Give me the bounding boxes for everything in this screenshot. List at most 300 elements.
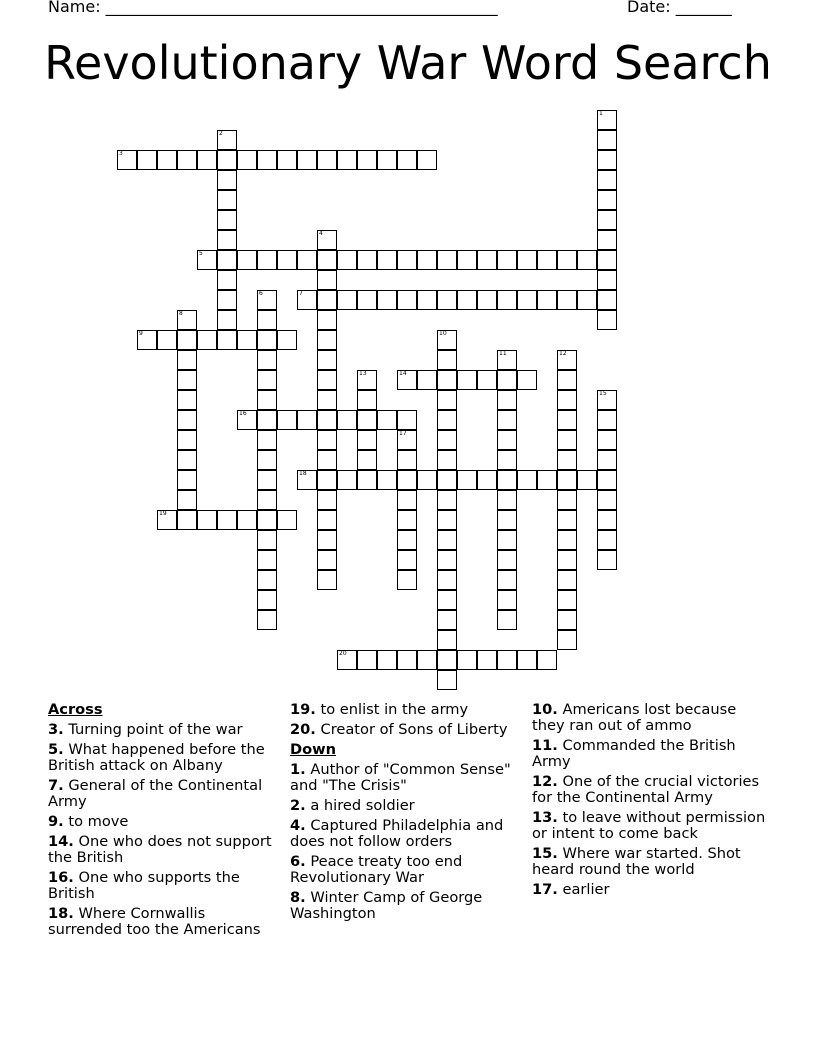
clue-across-18 [48, 906, 283, 938]
grid-cell[interactable] [277, 410, 297, 430]
grid-cell[interactable] [437, 390, 457, 410]
clue-across-16 [48, 870, 283, 902]
grid-cell[interactable] [497, 430, 517, 450]
grid-cell[interactable] [337, 290, 357, 310]
clue-text: Captured Philadelphia and does not follow orders [290, 817, 504, 850]
cell-number: 7 [299, 290, 303, 297]
grid-cell[interactable] [597, 470, 617, 490]
grid-cell[interactable] [437, 450, 457, 470]
grid-cell[interactable] [477, 290, 497, 310]
grid-cell[interactable] [297, 290, 317, 310]
name-field-label[interactable]: Name: _________________________________________________ [48, 0, 498, 16]
clue-across-9 [48, 814, 283, 830]
clue-across-19 [290, 702, 526, 718]
grid-cell[interactable] [437, 590, 457, 610]
grid-cell[interactable] [177, 150, 197, 170]
grid-cell[interactable] [457, 250, 477, 270]
grid-cell[interactable] [377, 650, 397, 670]
cell-number: 13 [359, 370, 367, 377]
grid-cell[interactable] [397, 650, 417, 670]
grid-cell[interactable] [377, 290, 397, 310]
grid-cell[interactable] [257, 530, 277, 550]
grid-cell[interactable] [437, 650, 457, 670]
clue-text: to leave without permission or intent to come back [532, 809, 766, 842]
grid-cell[interactable] [257, 470, 277, 490]
grid-cell[interactable] [437, 490, 457, 510]
grid-cell[interactable] [557, 390, 577, 410]
clue-down-10 [532, 702, 768, 734]
clue-down-11 [532, 738, 768, 770]
grid-cell[interactable] [437, 630, 457, 650]
cell-number: 4 [319, 230, 323, 237]
grid-cell[interactable] [437, 410, 457, 430]
grid-cell[interactable] [497, 510, 517, 530]
page-title: Revolutionary War Word Search [44, 36, 772, 90]
grid-cell[interactable] [597, 530, 617, 550]
cell-number: 2 [219, 130, 223, 137]
grid-cell[interactable] [397, 410, 417, 430]
grid-cell[interactable] [397, 450, 417, 470]
grid-cell[interactable] [317, 230, 337, 250]
grid-cell[interactable] [497, 250, 517, 270]
grid-cell[interactable] [557, 450, 577, 470]
grid-cell[interactable] [257, 550, 277, 570]
clue-text: earlier [562, 881, 610, 898]
grid-cell[interactable] [257, 450, 277, 470]
grid-cell[interactable] [197, 250, 217, 270]
grid-cell[interactable] [477, 470, 497, 490]
grid-cell[interactable] [417, 150, 437, 170]
grid-cell[interactable] [437, 550, 457, 570]
grid-cell[interactable] [317, 570, 337, 590]
grid-cell[interactable] [457, 290, 477, 310]
grid-cell[interactable] [157, 510, 177, 530]
grid-cell[interactable] [177, 410, 197, 430]
clue-number: 4. [290, 817, 306, 834]
grid-cell[interactable] [337, 250, 357, 270]
cell-number: 17 [399, 430, 407, 437]
grid-cell[interactable] [217, 210, 237, 230]
grid-cell[interactable] [277, 150, 297, 170]
grid-cell[interactable] [457, 650, 477, 670]
clue-across-7 [48, 778, 283, 810]
grid-cell[interactable] [437, 350, 457, 370]
grid-cell[interactable] [597, 450, 617, 470]
grid-cell[interactable] [217, 130, 237, 150]
grid-cell[interactable] [177, 490, 197, 510]
clue-number: 14. [48, 833, 74, 850]
grid-cell[interactable] [357, 410, 377, 430]
clue-down-8 [290, 890, 526, 922]
grid-cell[interactable] [477, 650, 497, 670]
grid-cell[interactable] [517, 650, 537, 670]
grid-cell[interactable] [477, 370, 497, 390]
grid-cell[interactable] [317, 450, 337, 470]
crossword-grid [117, 110, 621, 694]
grid-cell[interactable] [557, 630, 577, 650]
grid-cell[interactable] [177, 330, 197, 350]
grid-cell[interactable] [477, 250, 497, 270]
grid-cell[interactable] [177, 310, 197, 330]
grid-cell[interactable] [437, 570, 457, 590]
clue-number: 2. [290, 797, 306, 814]
grid-cell[interactable] [177, 470, 197, 490]
grid-cell[interactable] [577, 250, 597, 270]
grid-cell[interactable] [337, 410, 357, 430]
grid-cell[interactable] [557, 530, 577, 550]
clue-number: 7. [48, 777, 64, 794]
grid-cell[interactable] [437, 610, 457, 630]
grid-cell[interactable] [217, 190, 237, 210]
grid-cell[interactable] [217, 170, 237, 190]
grid-cell[interactable] [597, 130, 617, 150]
grid-cell[interactable] [397, 570, 417, 590]
grid-cell[interactable] [297, 250, 317, 270]
grid-cell[interactable] [357, 390, 377, 410]
grid-cell[interactable] [317, 530, 337, 550]
grid-cell[interactable] [437, 370, 457, 390]
grid-cell[interactable] [557, 410, 577, 430]
grid-cell[interactable] [397, 250, 417, 270]
grid-cell[interactable] [597, 510, 617, 530]
cell-number: 5 [199, 250, 203, 257]
grid-cell[interactable] [337, 150, 357, 170]
header-line [48, 0, 768, 19]
grid-cell[interactable] [557, 370, 577, 390]
grid-cell[interactable] [497, 370, 517, 390]
clue-text: General of the Continental Army [48, 777, 263, 810]
grid-cell[interactable] [317, 270, 337, 290]
grid-cell[interactable] [497, 570, 517, 590]
grid-cell[interactable] [257, 330, 277, 350]
grid-cell[interactable] [497, 490, 517, 510]
grid-cell[interactable] [397, 470, 417, 490]
grid-cell[interactable] [297, 150, 317, 170]
grid-cell[interactable] [337, 470, 357, 490]
grid-cell[interactable] [497, 450, 517, 470]
grid-cell[interactable] [457, 370, 477, 390]
clue-text: Winter Camp of George Washington [290, 889, 483, 922]
grid-cell[interactable] [557, 550, 577, 570]
clue-number: 13. [532, 809, 558, 826]
grid-cell[interactable] [557, 570, 577, 590]
cell-number: 14 [399, 370, 407, 377]
grid-cell[interactable] [237, 150, 257, 170]
grid-cell[interactable] [357, 430, 377, 450]
grid-cell[interactable] [497, 650, 517, 670]
grid-cell[interactable] [217, 230, 237, 250]
grid-cell[interactable] [157, 330, 177, 350]
grid-cell[interactable] [357, 370, 377, 390]
grid-cell[interactable] [237, 250, 257, 270]
grid-cell[interactable] [597, 270, 617, 290]
grid-cell[interactable] [217, 270, 237, 290]
grid-cell[interactable] [497, 530, 517, 550]
grid-cell[interactable] [337, 650, 357, 670]
grid-cell[interactable] [397, 510, 417, 530]
grid-cell[interactable] [517, 250, 537, 270]
grid-cell[interactable] [317, 390, 337, 410]
clue-number: 15. [532, 845, 558, 862]
grid-cell[interactable] [197, 330, 217, 350]
clue-text: What happened before the British attack on Albany [48, 741, 265, 774]
clue-text: Americans lost because they ran out of ammo [532, 701, 737, 734]
grid-cell[interactable] [597, 310, 617, 330]
clue-number: 12. [532, 773, 558, 790]
grid-cell[interactable] [537, 650, 557, 670]
grid-cell[interactable] [157, 150, 177, 170]
grid-cell[interactable] [257, 510, 277, 530]
grid-cell[interactable] [257, 250, 277, 270]
grid-cell[interactable] [597, 490, 617, 510]
clue-text: One who does not support the British [48, 833, 272, 866]
clue-number: 16. [48, 869, 74, 886]
clue-down-13 [532, 810, 768, 842]
grid-cell[interactable] [317, 310, 337, 330]
grid-cell[interactable] [217, 250, 237, 270]
grid-cell[interactable] [397, 370, 417, 390]
clue-down-2 [290, 798, 526, 814]
grid-cell[interactable] [217, 150, 237, 170]
grid-cell[interactable] [257, 370, 277, 390]
grid-cell[interactable] [317, 370, 337, 390]
cell-number: 6 [259, 290, 263, 297]
grid-cell[interactable] [597, 410, 617, 430]
cell-number: 1 [599, 110, 603, 117]
clue-down-12 [532, 774, 768, 806]
clue-text: Where war started. Shot heard round the world [532, 845, 741, 878]
grid-cell[interactable] [197, 510, 217, 530]
grid-cell[interactable] [217, 330, 237, 350]
grid-cell[interactable] [437, 250, 457, 270]
grid-cell[interactable] [257, 350, 277, 370]
grid-cell[interactable] [317, 410, 337, 430]
grid-cell[interactable] [597, 430, 617, 450]
grid-cell[interactable] [557, 470, 577, 490]
grid-cell[interactable] [377, 250, 397, 270]
grid-cell[interactable] [237, 510, 257, 530]
grid-cell[interactable] [437, 510, 457, 530]
grid-cell[interactable] [257, 430, 277, 450]
grid-cell[interactable] [557, 290, 577, 310]
grid-cell[interactable] [517, 290, 537, 310]
grid-cell[interactable] [357, 290, 377, 310]
clue-number: 11. [532, 737, 558, 754]
date-field-label[interactable]: Date: _______ [627, 0, 732, 16]
grid-cell[interactable] [597, 210, 617, 230]
grid-cell[interactable] [357, 450, 377, 470]
grid-cell[interactable] [317, 490, 337, 510]
grid-cell[interactable] [117, 150, 137, 170]
grid-cell[interactable] [257, 290, 277, 310]
cell-number: 11 [499, 350, 507, 357]
across-heading: Across [48, 701, 103, 718]
grid-cell[interactable] [497, 610, 517, 630]
down-heading: Down [290, 741, 337, 758]
grid-cell[interactable] [137, 330, 157, 350]
grid-cell[interactable] [557, 490, 577, 510]
clue-text: One of the crucial victories for the Continental Army [532, 773, 760, 806]
grid-cell[interactable] [177, 370, 197, 390]
grid-cell[interactable] [497, 590, 517, 610]
grid-cell[interactable] [437, 330, 457, 350]
grid-cell[interactable] [317, 150, 337, 170]
grid-cell[interactable] [537, 470, 557, 490]
grid-cell[interactable] [317, 350, 337, 370]
grid-cell[interactable] [497, 390, 517, 410]
grid-cell[interactable] [357, 250, 377, 270]
cell-number: 16 [239, 410, 247, 417]
grid-cell[interactable] [577, 470, 597, 490]
grid-cell[interactable] [217, 290, 237, 310]
grid-cell[interactable] [317, 290, 337, 310]
grid-cell[interactable] [537, 290, 557, 310]
clues-column-2 [290, 702, 526, 926]
grid-cell[interactable] [597, 550, 617, 570]
grid-cell[interactable] [597, 190, 617, 210]
clue-number: 19. [290, 701, 316, 718]
grid-cell[interactable] [317, 330, 337, 350]
cell-number: 15 [599, 390, 607, 397]
grid-cell[interactable] [317, 250, 337, 270]
grid-cell[interactable] [277, 250, 297, 270]
grid-cell[interactable] [397, 150, 417, 170]
clue-number: 10. [532, 701, 558, 718]
grid-cell[interactable] [377, 410, 397, 430]
grid-cell[interactable] [597, 390, 617, 410]
grid-cell[interactable] [257, 390, 277, 410]
grid-cell[interactable] [437, 430, 457, 450]
grid-cell[interactable] [497, 350, 517, 370]
clue-down-17 [532, 882, 768, 898]
grid-cell[interactable] [257, 610, 277, 630]
grid-cell[interactable] [417, 650, 437, 670]
grid-cell[interactable] [257, 310, 277, 330]
grid-cell[interactable] [597, 110, 617, 130]
clue-number: 8. [290, 889, 306, 906]
grid-cell[interactable] [397, 430, 417, 450]
grid-cell[interactable] [417, 250, 437, 270]
clue-text: Creator of Sons of Liberty [320, 721, 508, 738]
cell-number: 12 [559, 350, 567, 357]
grid-cell[interactable] [597, 230, 617, 250]
clue-text: One who supports the British [48, 869, 240, 902]
grid-cell[interactable] [517, 370, 537, 390]
grid-cell[interactable] [257, 490, 277, 510]
clue-down-4 [290, 818, 526, 850]
grid-cell[interactable] [377, 470, 397, 490]
grid-cell[interactable] [257, 150, 277, 170]
clue-across-20 [290, 722, 526, 738]
grid-cell[interactable] [397, 290, 417, 310]
grid-cell[interactable] [497, 470, 517, 490]
grid-cell[interactable] [557, 250, 577, 270]
grid-cell[interactable] [557, 510, 577, 530]
grid-cell[interactable] [177, 390, 197, 410]
grid-cell[interactable] [597, 250, 617, 270]
grid-cell[interactable] [357, 650, 377, 670]
grid-cell[interactable] [557, 610, 577, 630]
grid-cell[interactable] [317, 550, 337, 570]
grid-cell[interactable] [437, 670, 457, 690]
grid-cell[interactable] [277, 510, 297, 530]
clue-number: 6. [290, 853, 306, 870]
grid-cell[interactable] [297, 410, 317, 430]
grid-cell[interactable] [317, 510, 337, 530]
grid-cell[interactable] [237, 410, 257, 430]
grid-cell[interactable] [417, 370, 437, 390]
grid-cell[interactable] [437, 290, 457, 310]
clue-number: 3. [48, 721, 64, 738]
clue-number: 1. [290, 761, 306, 778]
grid-cell[interactable] [557, 350, 577, 370]
grid-cell[interactable] [557, 590, 577, 610]
clue-number: 20. [290, 721, 316, 738]
grid-cell[interactable] [597, 290, 617, 310]
grid-cell[interactable] [217, 510, 237, 530]
grid-cell[interactable] [197, 150, 217, 170]
grid-cell[interactable] [417, 470, 437, 490]
grid-cell[interactable] [317, 430, 337, 450]
grid-cell[interactable] [537, 250, 557, 270]
grid-cell[interactable] [437, 470, 457, 490]
grid-cell[interactable] [297, 470, 317, 490]
grid-cell[interactable] [517, 470, 537, 490]
grid-cell[interactable] [177, 510, 197, 530]
grid-cell[interactable] [497, 290, 517, 310]
grid-cell[interactable] [557, 430, 577, 450]
clue-text: a hired soldier [310, 797, 415, 814]
grid-cell[interactable] [417, 290, 437, 310]
grid-cell[interactable] [257, 590, 277, 610]
cell-number: 19 [159, 510, 167, 517]
grid-cell[interactable] [277, 330, 297, 350]
cell-number: 20 [339, 650, 347, 657]
grid-cell[interactable] [357, 150, 377, 170]
grid-cell[interactable] [257, 570, 277, 590]
grid-cell[interactable] [177, 450, 197, 470]
clue-text: to move [68, 813, 129, 830]
grid-cell[interactable] [237, 330, 257, 350]
grid-cell[interactable] [497, 410, 517, 430]
grid-cell[interactable] [397, 550, 417, 570]
clue-text: to enlist in the army [320, 701, 469, 718]
grid-cell[interactable] [217, 310, 237, 330]
clue-down-1 [290, 762, 526, 794]
grid-cell[interactable] [377, 150, 397, 170]
grid-cell[interactable] [457, 470, 477, 490]
grid-cell[interactable] [397, 530, 417, 550]
clue-text: Turning point of the war [68, 721, 243, 738]
grid-cell[interactable] [317, 470, 337, 490]
clue-text: Peace treaty too end Revolutionary War [290, 853, 463, 886]
clue-number: 18. [48, 905, 74, 922]
grid-cell[interactable] [177, 350, 197, 370]
cell-number: 18 [299, 470, 307, 477]
grid-cell[interactable] [497, 550, 517, 570]
grid-cell[interactable] [597, 150, 617, 170]
grid-cell[interactable] [397, 490, 417, 510]
clues-column-1 [48, 702, 283, 942]
grid-cell[interactable] [437, 530, 457, 550]
grid-cell[interactable] [137, 150, 157, 170]
grid-cell[interactable] [177, 430, 197, 450]
cell-number: 10 [439, 330, 447, 337]
grid-cell[interactable] [257, 410, 277, 430]
grid-cell[interactable] [597, 170, 617, 190]
grid-cell[interactable] [357, 470, 377, 490]
grid-cell[interactable] [577, 290, 597, 310]
